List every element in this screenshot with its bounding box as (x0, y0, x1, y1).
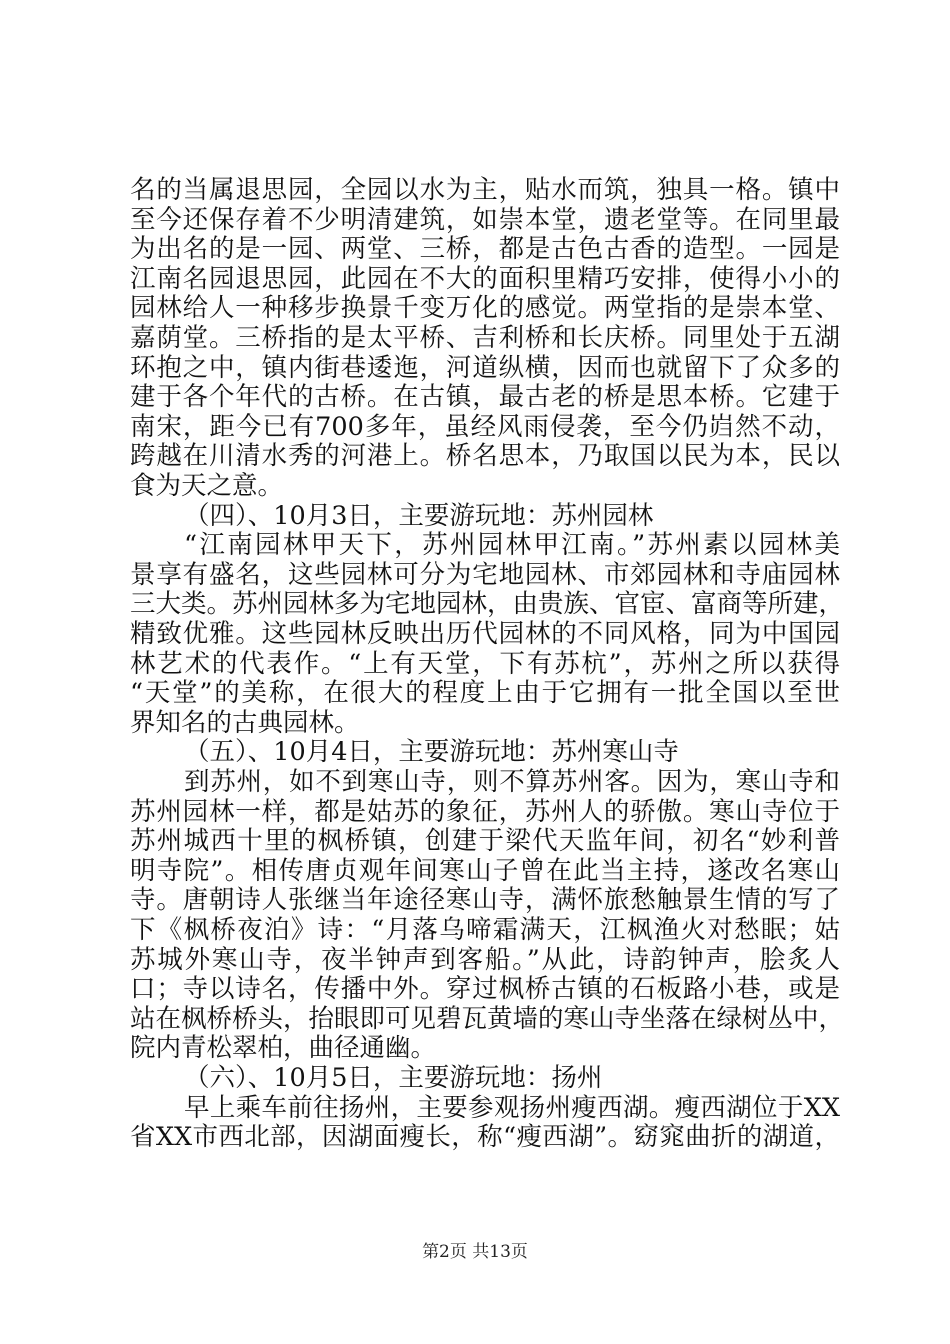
text-line: 到苏州，如不到寒山寺，则不算苏州客。因为，寒山寺和 (184, 767, 840, 797)
text-line: 南宋，距今已有700多年，虽经风雨侵袭，至今仍岿然不动， (130, 411, 840, 442)
text-line: 明寺院”。相传唐贞观年间寒山子曾在此当主持，遂改名寒山 (130, 855, 840, 886)
section-heading: （四）、10月3日，主要游玩地：苏州园林 (184, 500, 654, 531)
text-line: 精致优雅。这些园林反映出历代园林的不同风格，同为中国园 (130, 619, 840, 649)
text-line: 省XX市西北部，因湖面瘦长，称“瘦西湖”。窈窕曲折的湖道， (130, 1122, 840, 1153)
section-heading: （五）、10月4日，主要游玩地：苏州寒山寺 (184, 737, 679, 768)
text-line: 苏州城西十里的枫桥镇，创建于梁代天监年间，初名“妙利普 (130, 826, 840, 857)
text-line: 站在枫桥桥头，抬眼即可见碧瓦黄墙的寒山寺坐落在绿树丛中， (130, 1003, 845, 1034)
text-line: 至今还保存着不少明清建筑，如崇本堂，遗老堂等。在同里最 (130, 204, 840, 235)
section-heading: （六）、10月5日，主要游玩地：扬州 (184, 1063, 603, 1093)
text-line: 跨越在川清水秀的河港上。桥名思本，乃取国以民为本，民以 (130, 441, 840, 472)
text-line: 景享有盛名，这些园林可分为宅地园林、市郊园林和寺庙园林 (130, 559, 840, 590)
text-line: “江南园林甲天下，苏州园林甲江南。”苏州素以园林美 (184, 530, 840, 561)
text-line: 环抱之中，镇内街巷逶迤，河道纵横，因而也就留下了众多的 (130, 352, 840, 383)
text-line: “天堂”的美称，在很大的程度上由于它拥有一批全国以至世 (130, 678, 840, 709)
text-line: 苏城外寒山寺，夜半钟声到客船。”从此，诗韵钟声，脍炙人 (130, 944, 840, 975)
text-line: 三大类。苏州园林多为宅地园林，由贵族、官宦、富商等所建， (130, 589, 845, 620)
text-line: 江南名园退思园，此园在不大的面积里精巧安排，使得小小的 (130, 263, 840, 294)
text-line: 食为天之意。 (130, 471, 284, 501)
text-line: 园林给人一种移步换景千变万化的感觉。两堂指的是崇本堂、 (130, 293, 840, 324)
text-line: 寺。唐朝诗人张继当年途径寒山寺，满怀旅愁触景生情的写了 (130, 885, 840, 916)
text-line: 口；寺以诗名，传播中外。穿过枫桥古镇的石板路小巷，或是 (130, 974, 840, 1005)
text-line: 林艺术的代表作。“上有天堂，下有苏杭”，苏州之所以获得 (130, 648, 840, 679)
text-line: 建于各个年代的古桥。在古镇，最古老的桥是思本桥。它建于 (130, 382, 840, 413)
text-line: 界知名的古典园林。 (130, 707, 360, 738)
text-line: 院内青松翠柏，曲径通幽。 (130, 1033, 437, 1064)
text-line: 下《枫桥夜泊》诗：“月落乌啼霜满天，江枫渔火对愁眠；姑 (130, 915, 840, 945)
text-line: 为出名的是一园、两堂、三桥，都是古色古香的造型。一园是 (130, 234, 840, 265)
text-line: 嘉荫堂。三桥指的是太平桥、吉利桥和长庆桥。同里处于五湖 (130, 323, 840, 353)
page-number-footer: 第2页 共13页 (422, 1242, 528, 1262)
text-line: 名的当属退思园，全园以水为主，贴水而筑，独具一格。镇中 (130, 175, 840, 205)
text-line: 苏州园林一样，都是姑苏的象征，苏州人的骄傲。寒山寺位于 (130, 796, 840, 827)
text-line: 早上乘车前往扬州，主要参观扬州瘦西湖。瘦西湖位于XX (184, 1092, 840, 1123)
